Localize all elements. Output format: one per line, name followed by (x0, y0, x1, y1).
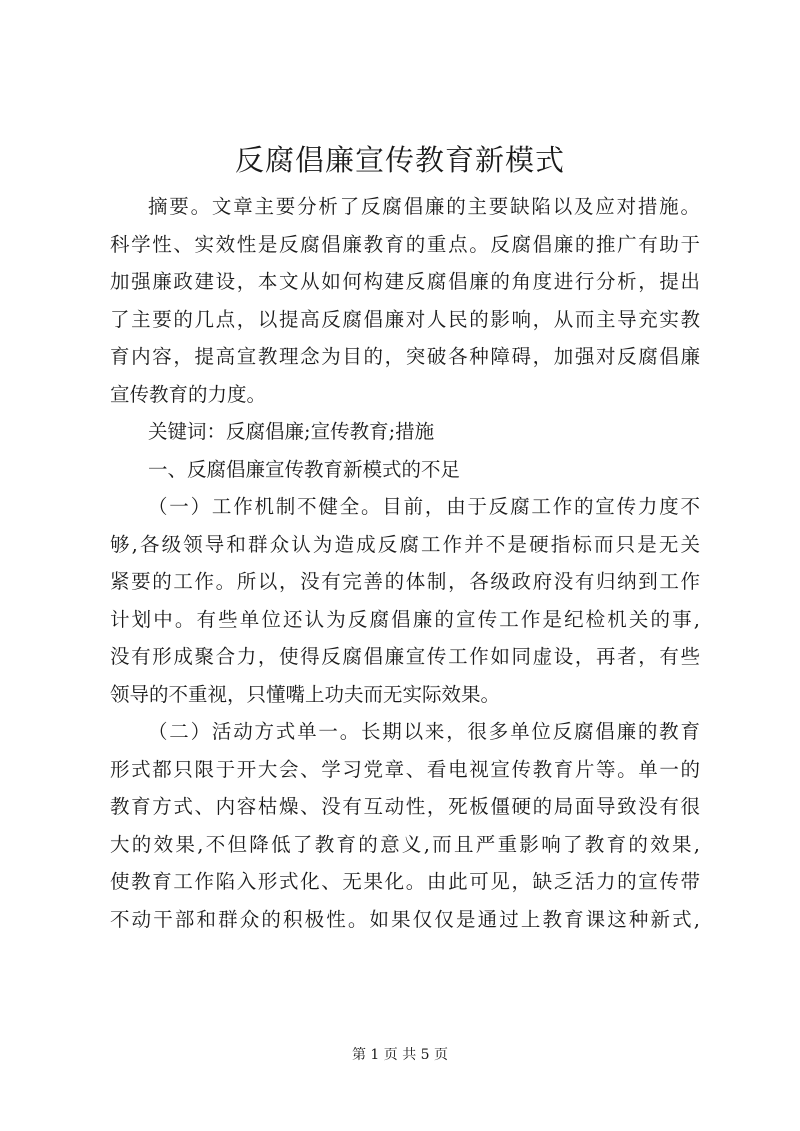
abstract-line: 加强廉政建设，本文从如何构建反腐倡廉的角度进行分析，提出 (110, 270, 700, 293)
document-title: 反腐倡廉宣传教育新模式 (234, 143, 565, 177)
paragraph-line: 使教育工作陷入形式化、无果化。由此可见，缺乏活力的宣传带 (110, 870, 700, 893)
abstract-line: 育内容，提高宣教理念为目的，突破各种障碍，加强对反腐倡廉 (110, 345, 700, 368)
abstract-line: 摘要。文章主要分析了反腐倡廉的主要缺陷以及应对措施。 (148, 195, 700, 218)
paragraph-line: （一）工作机制不健全。目前，由于反腐工作的宣传力度不 (148, 495, 700, 518)
paragraph-line: 没有形成聚合力，使得反腐倡廉宣传工作如同虚设，再者，有些 (110, 645, 700, 668)
abstract-line: 科学性、实效性是反腐倡廉教育的重点。反腐倡廉的推广有助于 (110, 232, 700, 256)
document-body (110, 188, 700, 938)
paragraph-line: 形式都只限于开大会、学习党章、看电视宣传教育片等。单一的 (110, 757, 700, 781)
abstract-line: 宣传教育的力度。 (110, 382, 267, 406)
paragraph-line: 大的效果,不但降低了教育的意义,而且严重影响了教育的效果, (110, 832, 700, 856)
paragraph-line: 教育方式、内容枯燥、没有互动性，死板僵硬的局面导致没有很 (110, 795, 700, 818)
paragraph-line: 不动干部和群众的积极性。如果仅仅是通过上教育课这种新式, (110, 907, 700, 931)
paragraph-line: 领导的不重视，只懂嘴上功夫而无实际效果。 (110, 682, 501, 706)
paragraph-line: 够,各级领导和群众认为造成反腐工作并不是硬指标而只是无关 (110, 532, 700, 556)
keywords-line: 关键词：反腐倡廉;宣传教育;措施 (148, 420, 435, 443)
paragraph-line: （二）活动方式单一。长期以来，很多单位反腐倡廉的教育 (148, 720, 700, 743)
paragraph-line: 计划中。有些单位还认为反腐倡廉的宣传工作是纪检机关的事, (110, 607, 700, 631)
abstract-line: 了主要的几点，以提高反腐倡廉对人民的影响，从而主导充实教 (110, 307, 700, 331)
paragraph-line: 紧要的工作。所以，没有完善的体制，各级政府没有归纳到工作 (110, 570, 700, 593)
page-indicator: 第 1 页 共 5 页 (351, 1047, 449, 1063)
section-heading: 一、反腐倡廉宣传教育新模式的不足 (148, 457, 461, 481)
page-footer (0, 1045, 800, 1065)
